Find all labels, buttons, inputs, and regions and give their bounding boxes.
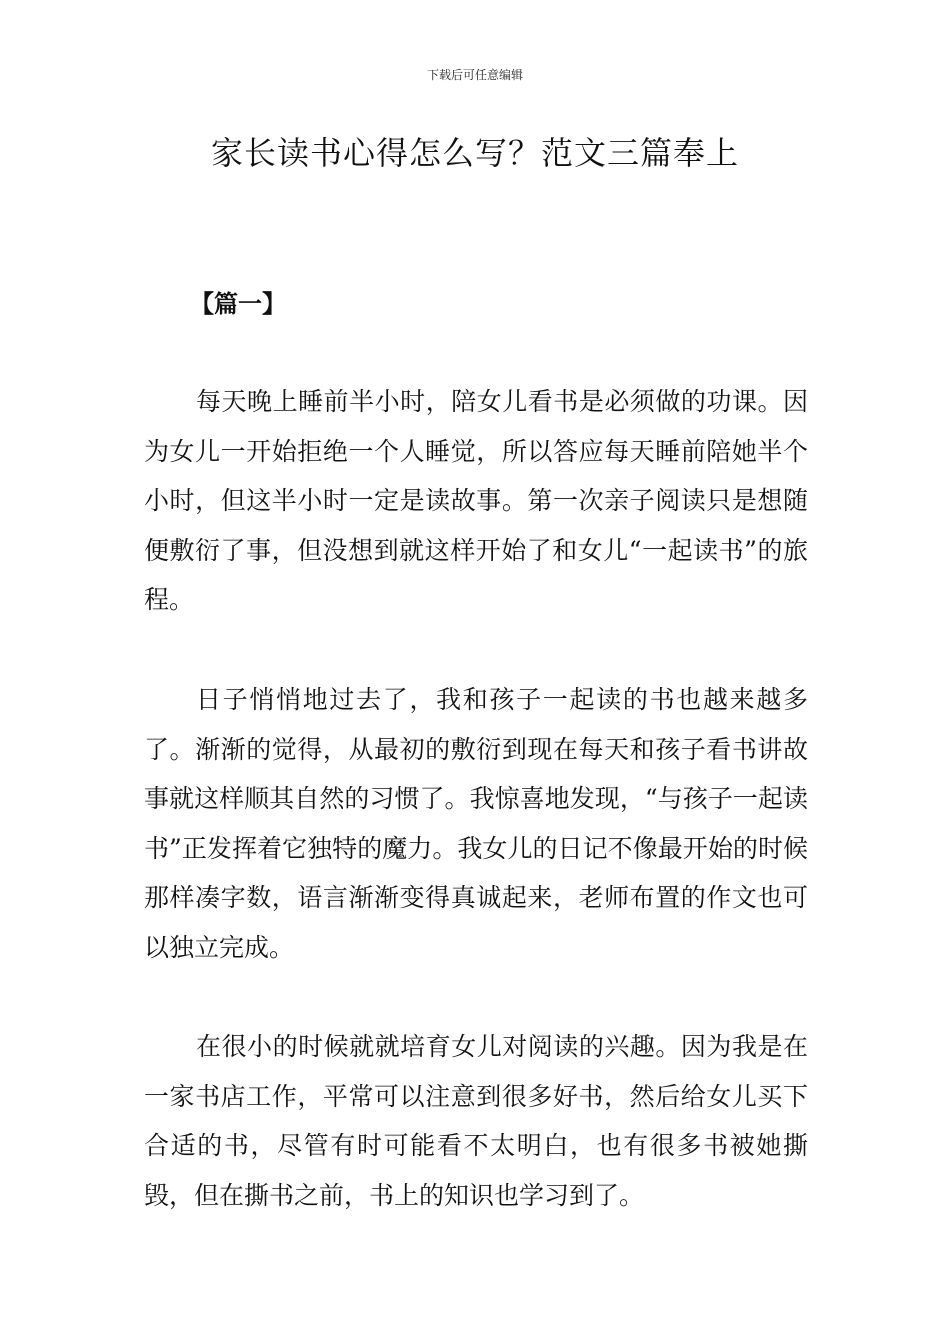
document-title: 家长读书心得怎么写？范文三篇奉上 [210, 134, 739, 172]
paragraph-2: 日子悄悄地过去了，我和孩子一起读的书也越来越多了。渐渐的觉得，从最初的敷衍到现在每天和孩子看书讲故事就这样顺其自然的习惯了。我惊喜地发现，“与孩子一起读书”正发挥着它独特的魔力。我女儿的日记不像最开始的时候那样凑字数，语言渐渐变得真诚起来，老师布置的作文也可以独立完成。 [144, 685, 808, 962]
paragraph-1: 每天晚上睡前半小时，陪女儿看书是必须做的功课。因为女儿一开始拒绝一个人睡觉，所以答应每天睡前陪她半个小时，但这半小时一定是读故事。第一次亲子阅读只是想随便敷衍了事，但没想到就这样开始了和女儿“一起读书”的旅程。 [144, 387, 808, 614]
page-header-note: 下载后可任意编辑 [426, 68, 523, 82]
paragraph-3: 在很小的时候就就培育女儿对阅读的兴趣。因为我是在一家书店工作，平常可以注意到很多好书，然后给女儿买下合适的书，尽管有时可能看不太明白，也有很多书被她撕毁，但在撕书之前，书上的知识也学习到了。 [144, 1032, 808, 1210]
section-heading: 【篇一】 [190, 289, 286, 318]
